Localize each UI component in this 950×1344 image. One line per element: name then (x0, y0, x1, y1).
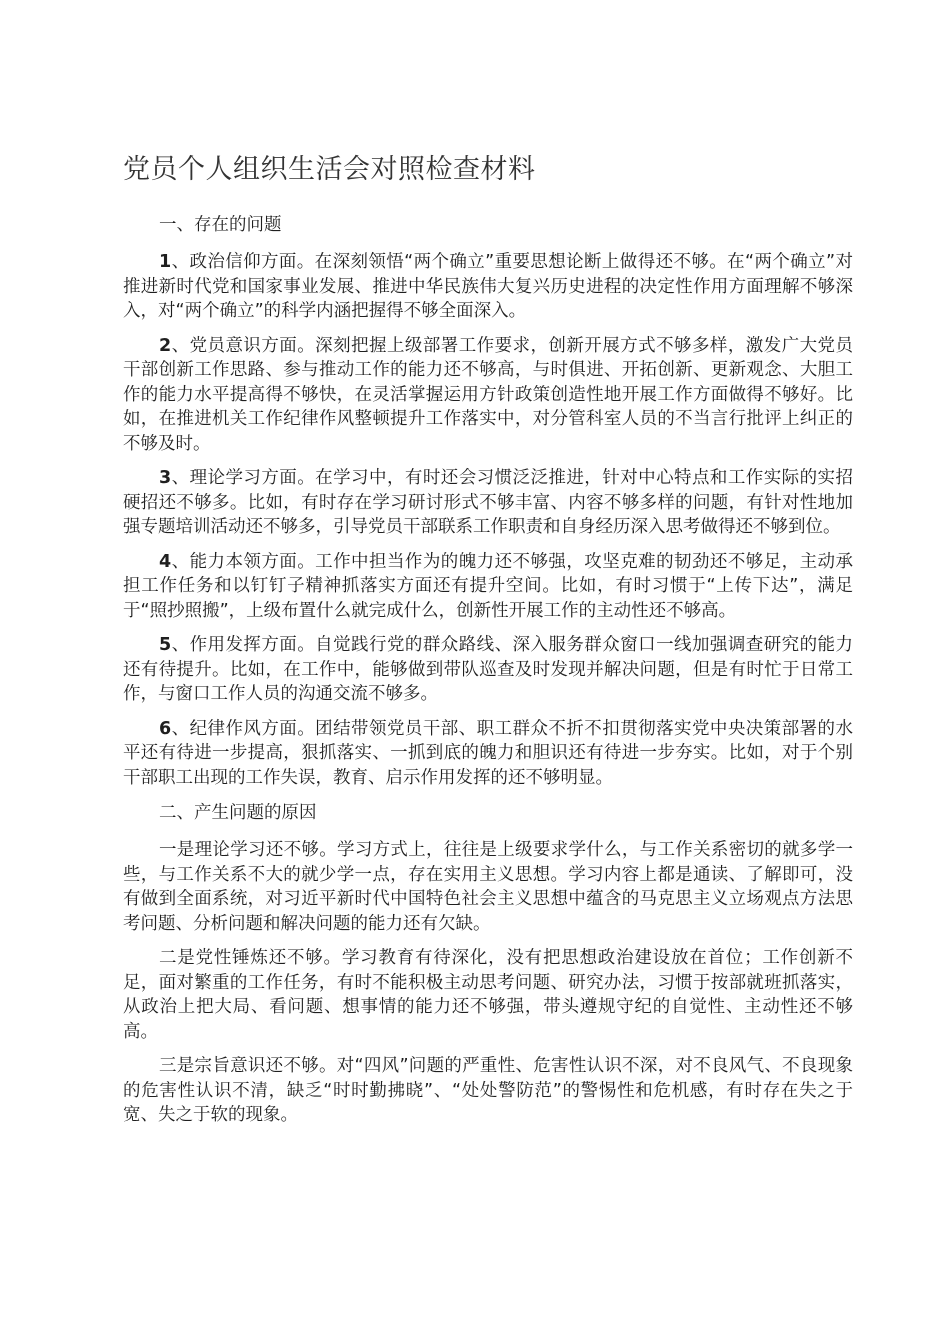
section-heading-causes: 二、产生问题的原因 (159, 803, 317, 823)
item-number: 1 (159, 252, 172, 272)
list-item (123, 466, 853, 540)
item-number: 5 (159, 635, 172, 655)
list-item (123, 250, 853, 324)
item-text: 、政治信仰方面。在深刻领悟“两个确立”重要思想论断上做得还不够。在“两个确立”对推进新时代党和国家事业发展、推进中华民族伟大复兴历史进程的决定性作用方面理解不够深入，对“两个确立”的科学内涵把握得不够全面深入。 (123, 252, 853, 321)
cause-paragraph: 二是党性锤炼还不够。学习教育有待深化，没有把思想政治建设放在首位；工作创新不足，面对繁重的工作任务，有时不能积极主动思考问题、研究办法，习惯于按部就班抓落实，从政治上把大局、看问题、想事情的能力还不够强，带头遵规守纪的自觉性、主动性还不够高。 (123, 948, 853, 1042)
item-text: 、能力本领方面。工作中担当作为的魄力还不够强，攻坚克难的韧劲还不够足，主动承担工作任务和以钉钉子精神抓落实方面还有提升空间。比如，有时习惯于“上传下达”，满足于“照抄照搬”，上级布置什么就完成什么，创新性开展工作的主动性还不够高。 (123, 551, 853, 621)
item-number: 4 (159, 551, 172, 572)
page-title: 党员个人组织生活会对照检查材料 (123, 154, 536, 185)
item-text: 、理论学习方面。在学习中，有时还会习惯泛泛推进，针对中心特点和工作实际的实招硬招还不够多。比如，有时存在学习研讨形式不够丰富、内容不够多样的问题，有针对性地加强专题培训活动还不够多，引导党员干部联系工作职责和自身经历深入思考做得还不够到位。 (123, 468, 853, 537)
list-item (123, 550, 853, 624)
section-heading-problems: 一、存在的问题 (159, 215, 282, 235)
item-number: 6 (159, 718, 172, 739)
list-item (123, 717, 853, 791)
cause-paragraph: 三是宗旨意识还不够。对“四风”问题的严重性、危害性认识不深，对不良风气、不良现象的危害性认识不清，缺乏“时时勤拂晓”、“处处警防范”的警惕性和危机感，有时存在失之于宽、失之于软的现象。 (123, 1056, 853, 1125)
item-text: 、纪律作风方面。团结带领党员干部、职工群众不折不扣贯彻落实党中央决策部署的水平还有待进一步提高，狠抓落实、一抓到底的魄力和胆识还有待进一步夯实。比如，对于个别干部职工出现的工作失误，教育、启示作用发挥的还不够明显。 (123, 718, 853, 788)
document-page (123, 150, 853, 1138)
list-item (123, 633, 853, 707)
list-item (123, 334, 853, 457)
item-number: 2 (159, 335, 172, 356)
item-number: 3 (159, 468, 172, 488)
item-text: 、党员意识方面。深刻把握上级部署工作要求，创新开展方式不够多样，激发广大党员干部创新工作思路、参与推动工作的能力还不够高，与时俱进、开拓创新、更新观念、大胆工作的能力水平提高得不够快，在灵活掌握运用方针政策创造性地开展工作方面做得不够好。比如，在推进机关工作纪律作风整顿提升工作落实中，对分管科室人员的不当言行批评上纠正的不够及时。 (123, 335, 853, 454)
cause-paragraph: 一是理论学习还不够。学习方式上，往往是上级要求学什么，与工作关系密切的就多学一些，与工作关系不大的就少学一点，存在实用主义思想。学习内容上都是通读、了解即可，没有做到全面系统，对习近平新时代中国特色社会主义思想中蕴含的马克思主义立场观点方法思考问题、分析问题和解决问题的能力还有欠缺。 (123, 840, 853, 934)
item-text: 、作用发挥方面。自觉践行党的群众路线、深入服务群众窗口一线加强调查研究的能力还有待提升。比如，在工作中，能够做到带队巡查及时发现并解决问题，但是有时忙于日常工作，与窗口工作人员的沟通交流不够多。 (123, 635, 853, 704)
